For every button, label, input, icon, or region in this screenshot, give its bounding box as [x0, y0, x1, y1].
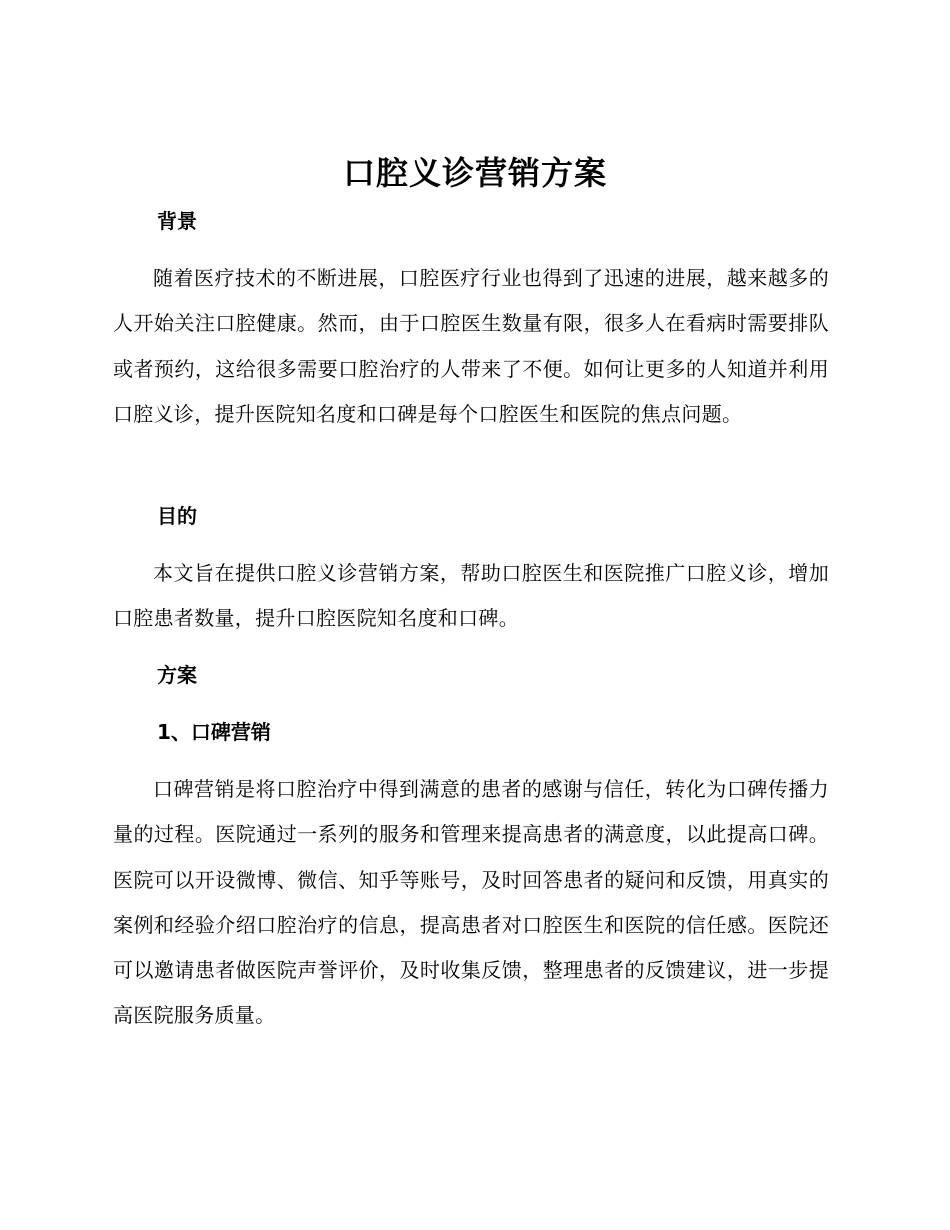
paragraph-background: 随着医疗技术的不断进展，口腔医疗行业也得到了迅速的进展，越来越多的人开始关注口腔健康。然而，由于口腔医生数量有限，很多人在看病时需要排队或者预约，这给很多需要口腔治疗的人带来了不便。如何让更多的人知道并利用口腔义诊，提升医院知名度和口碑是每个口腔医生和医院的焦点问题。 — [113, 266, 829, 426]
heading-plan: 方案 — [157, 663, 197, 687]
heading-purpose: 目的 — [157, 504, 197, 528]
document-title: 口腔义诊营销方案 — [342, 154, 607, 192]
paragraph-word-of-mouth: 口碑营销是将口腔治疗中得到满意的患者的感谢与信任，转化为口碑传播力量的过程。医院通过一系列的服务和管理来提高患者的满意度，以此提高口碑。医院可以开设微博、微信、知乎等账号，及时回答患者的疑问和反馈，用真实的案例和经验介绍口腔治疗的信息，提高患者对口腔医生和医院的信任感。医院还可以邀请患者做医院声誉评价，及时收集反馈，整理患者的反馈建议，进一步提高医院服务质量。 — [113, 777, 829, 1028]
heading-word-of-mouth: 1、口碑营销 — [157, 720, 271, 744]
heading-background: 背景 — [157, 209, 197, 233]
paragraph-purpose: 本文旨在提供口腔义诊营销方案，帮助口腔医生和医院推广口腔义诊，增加口腔患者数量，提升口腔医院知名度和口碑。 — [113, 561, 829, 631]
